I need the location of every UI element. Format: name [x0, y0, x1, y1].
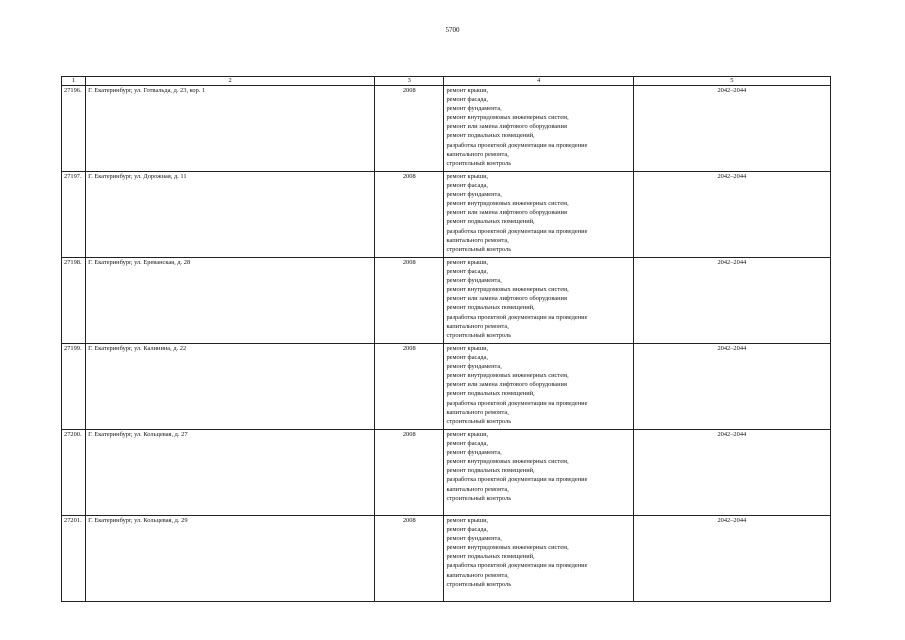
repair-works-list	[444, 344, 633, 430]
repair-work-item: ремонт подвальных помещений,	[446, 218, 535, 226]
table-row	[62, 344, 831, 430]
repair-work-item: строительный контроль	[446, 331, 512, 339]
repair-work-item: ремонт подвальных помещений,	[446, 132, 535, 140]
table-row	[62, 172, 831, 258]
repair-work-item: ремонт подвальных помещений,	[446, 467, 535, 475]
repair-period: 2042–2044	[633, 172, 830, 258]
building-address: Г. Екатеринбург, ул. Кольцевая, д. 29	[86, 516, 375, 602]
repair-work-item: ремонт фасада,	[446, 268, 488, 276]
repair-work-item: ремонт внутридомовых инженерных систем,	[446, 458, 569, 466]
table-row	[62, 258, 831, 344]
repair-work-item: ремонт внутридомовых инженерных систем,	[446, 286, 569, 294]
table-row	[62, 86, 831, 172]
table-header	[62, 77, 831, 86]
repair-period: 2042–2044	[633, 258, 830, 344]
commissioning-year: 2008	[375, 430, 444, 516]
commissioning-year: 2008	[375, 258, 444, 344]
repair-work-item: строительный контроль	[446, 159, 512, 167]
repair-work-item: ремонт крыши,	[446, 87, 489, 94]
repair-work-item: ремонт фасада,	[446, 96, 488, 104]
table-body	[62, 86, 831, 602]
repair-works-list	[444, 86, 633, 172]
repair-work-item: ремонт фасада,	[446, 354, 488, 362]
repair-works-list	[444, 430, 633, 516]
column-header-5: 5	[633, 77, 830, 86]
repair-period: 2042–2044	[633, 516, 830, 602]
building-address: Г. Екатеринбург, ул. Дорожная, д. 11	[86, 172, 375, 258]
building-address: Г. Екатеринбург, ул. Кольцевая, д. 27	[86, 430, 375, 516]
repair-work-item: ремонт фундамента,	[446, 105, 502, 113]
repair-work-item: ремонт фундамента,	[446, 449, 502, 457]
table-row	[62, 430, 831, 516]
repair-work-item: ремонт подвальных помещений,	[446, 390, 535, 398]
header-row	[62, 77, 831, 86]
repair-work-item: строительный контроль	[446, 417, 512, 425]
repair-work-item: капитального ремонта,	[446, 236, 509, 244]
column-header-3: 3	[375, 77, 444, 86]
repair-work-item: разработка проектной документации на проведение	[446, 476, 588, 484]
repair-works-list	[444, 258, 633, 344]
row-number: 27199.	[62, 344, 86, 430]
repair-work-item: ремонт фундамента,	[446, 191, 502, 199]
repair-work-item: ремонт внутридомовых инженерных систем,	[446, 372, 569, 380]
commissioning-year: 2008	[375, 86, 444, 172]
building-address: Г. Екатеринбург, ул. Готвальда, д. 23, кор. 1	[86, 86, 375, 172]
repair-work-item: капитального ремонта,	[446, 322, 509, 330]
row-number: 27197.	[62, 172, 86, 258]
repair-work-item: разработка проектной документации на проведение	[446, 399, 588, 407]
building-address: Г. Екатеринбург, ул. Калинина, д. 22	[86, 344, 375, 430]
building-address: Г. Екатеринбург, ул. Ереванская, д. 28	[86, 258, 375, 344]
repair-work-item: ремонт или замена лифтового оборудования	[446, 295, 567, 303]
repair-work-item: разработка проектной документации на проведение	[446, 313, 588, 321]
page-number: 5700	[445, 26, 460, 34]
column-header-1: 1	[62, 77, 86, 86]
repair-work-item: ремонт фундамента,	[446, 535, 502, 543]
repair-work-item: строительный контроль	[446, 580, 512, 588]
repair-period: 2042–2044	[633, 430, 830, 516]
repair-work-item: капитального ремонта,	[446, 485, 509, 493]
repair-work-item: ремонт фундамента,	[446, 363, 502, 371]
repair-work-item: ремонт подвальных помещений,	[446, 553, 535, 561]
repair-work-item: ремонт или замена лифтового оборудования	[446, 123, 567, 131]
repair-work-item: ремонт внутридомовых инженерных систем,	[446, 114, 569, 122]
column-header-2: 2	[86, 77, 375, 86]
row-number: 27201.	[62, 516, 86, 602]
table-row	[62, 516, 831, 602]
repair-work-item: капитального ремонта,	[446, 571, 509, 579]
repair-work-item: ремонт фасада,	[446, 440, 488, 448]
repair-work-item: ремонт крыши,	[446, 173, 489, 180]
repair-work-item: ремонт внутридомовых инженерных систем,	[446, 200, 569, 208]
repair-work-item: ремонт крыши,	[446, 259, 489, 266]
repair-work-item: строительный контроль	[446, 494, 512, 502]
repair-work-item: ремонт крыши,	[446, 517, 489, 524]
commissioning-year: 2008	[375, 516, 444, 602]
row-number: 27196.	[62, 86, 86, 172]
repair-work-item: ремонт фасада,	[446, 526, 488, 534]
repair-work-item: ремонт или замена лифтового оборудования	[446, 209, 567, 217]
repair-work-item: ремонт внутридомовых инженерных систем,	[446, 544, 569, 552]
repair-work-item: разработка проектной документации на проведение	[446, 141, 588, 149]
repair-work-item: разработка проектной документации на проведение	[446, 227, 588, 235]
repair-work-item: ремонт подвальных помещений,	[446, 304, 535, 312]
repair-works-list	[444, 172, 633, 258]
row-number: 27200.	[62, 430, 86, 516]
repair-work-item: ремонт крыши,	[446, 345, 489, 352]
repair-works-list	[444, 516, 633, 602]
repair-period: 2042–2044	[633, 344, 830, 430]
row-number: 27198.	[62, 258, 86, 344]
repair-period: 2042–2044	[633, 86, 830, 172]
column-header-4: 4	[444, 77, 633, 86]
commissioning-year: 2008	[375, 344, 444, 430]
repair-work-item: ремонт фасада,	[446, 182, 488, 190]
commissioning-year: 2008	[375, 172, 444, 258]
repair-work-item: строительный контроль	[446, 245, 512, 253]
repair-work-item: капитального ремонта,	[446, 408, 509, 416]
repair-work-item: ремонт или замена лифтового оборудования	[446, 381, 567, 389]
repair-work-item: капитального ремонта,	[446, 150, 509, 158]
capital-repair-table	[61, 76, 831, 602]
repair-work-item: разработка проектной документации на проведение	[446, 562, 588, 570]
repair-work-item: ремонт крыши,	[446, 431, 489, 438]
repair-work-item: ремонт фундамента,	[446, 277, 502, 285]
